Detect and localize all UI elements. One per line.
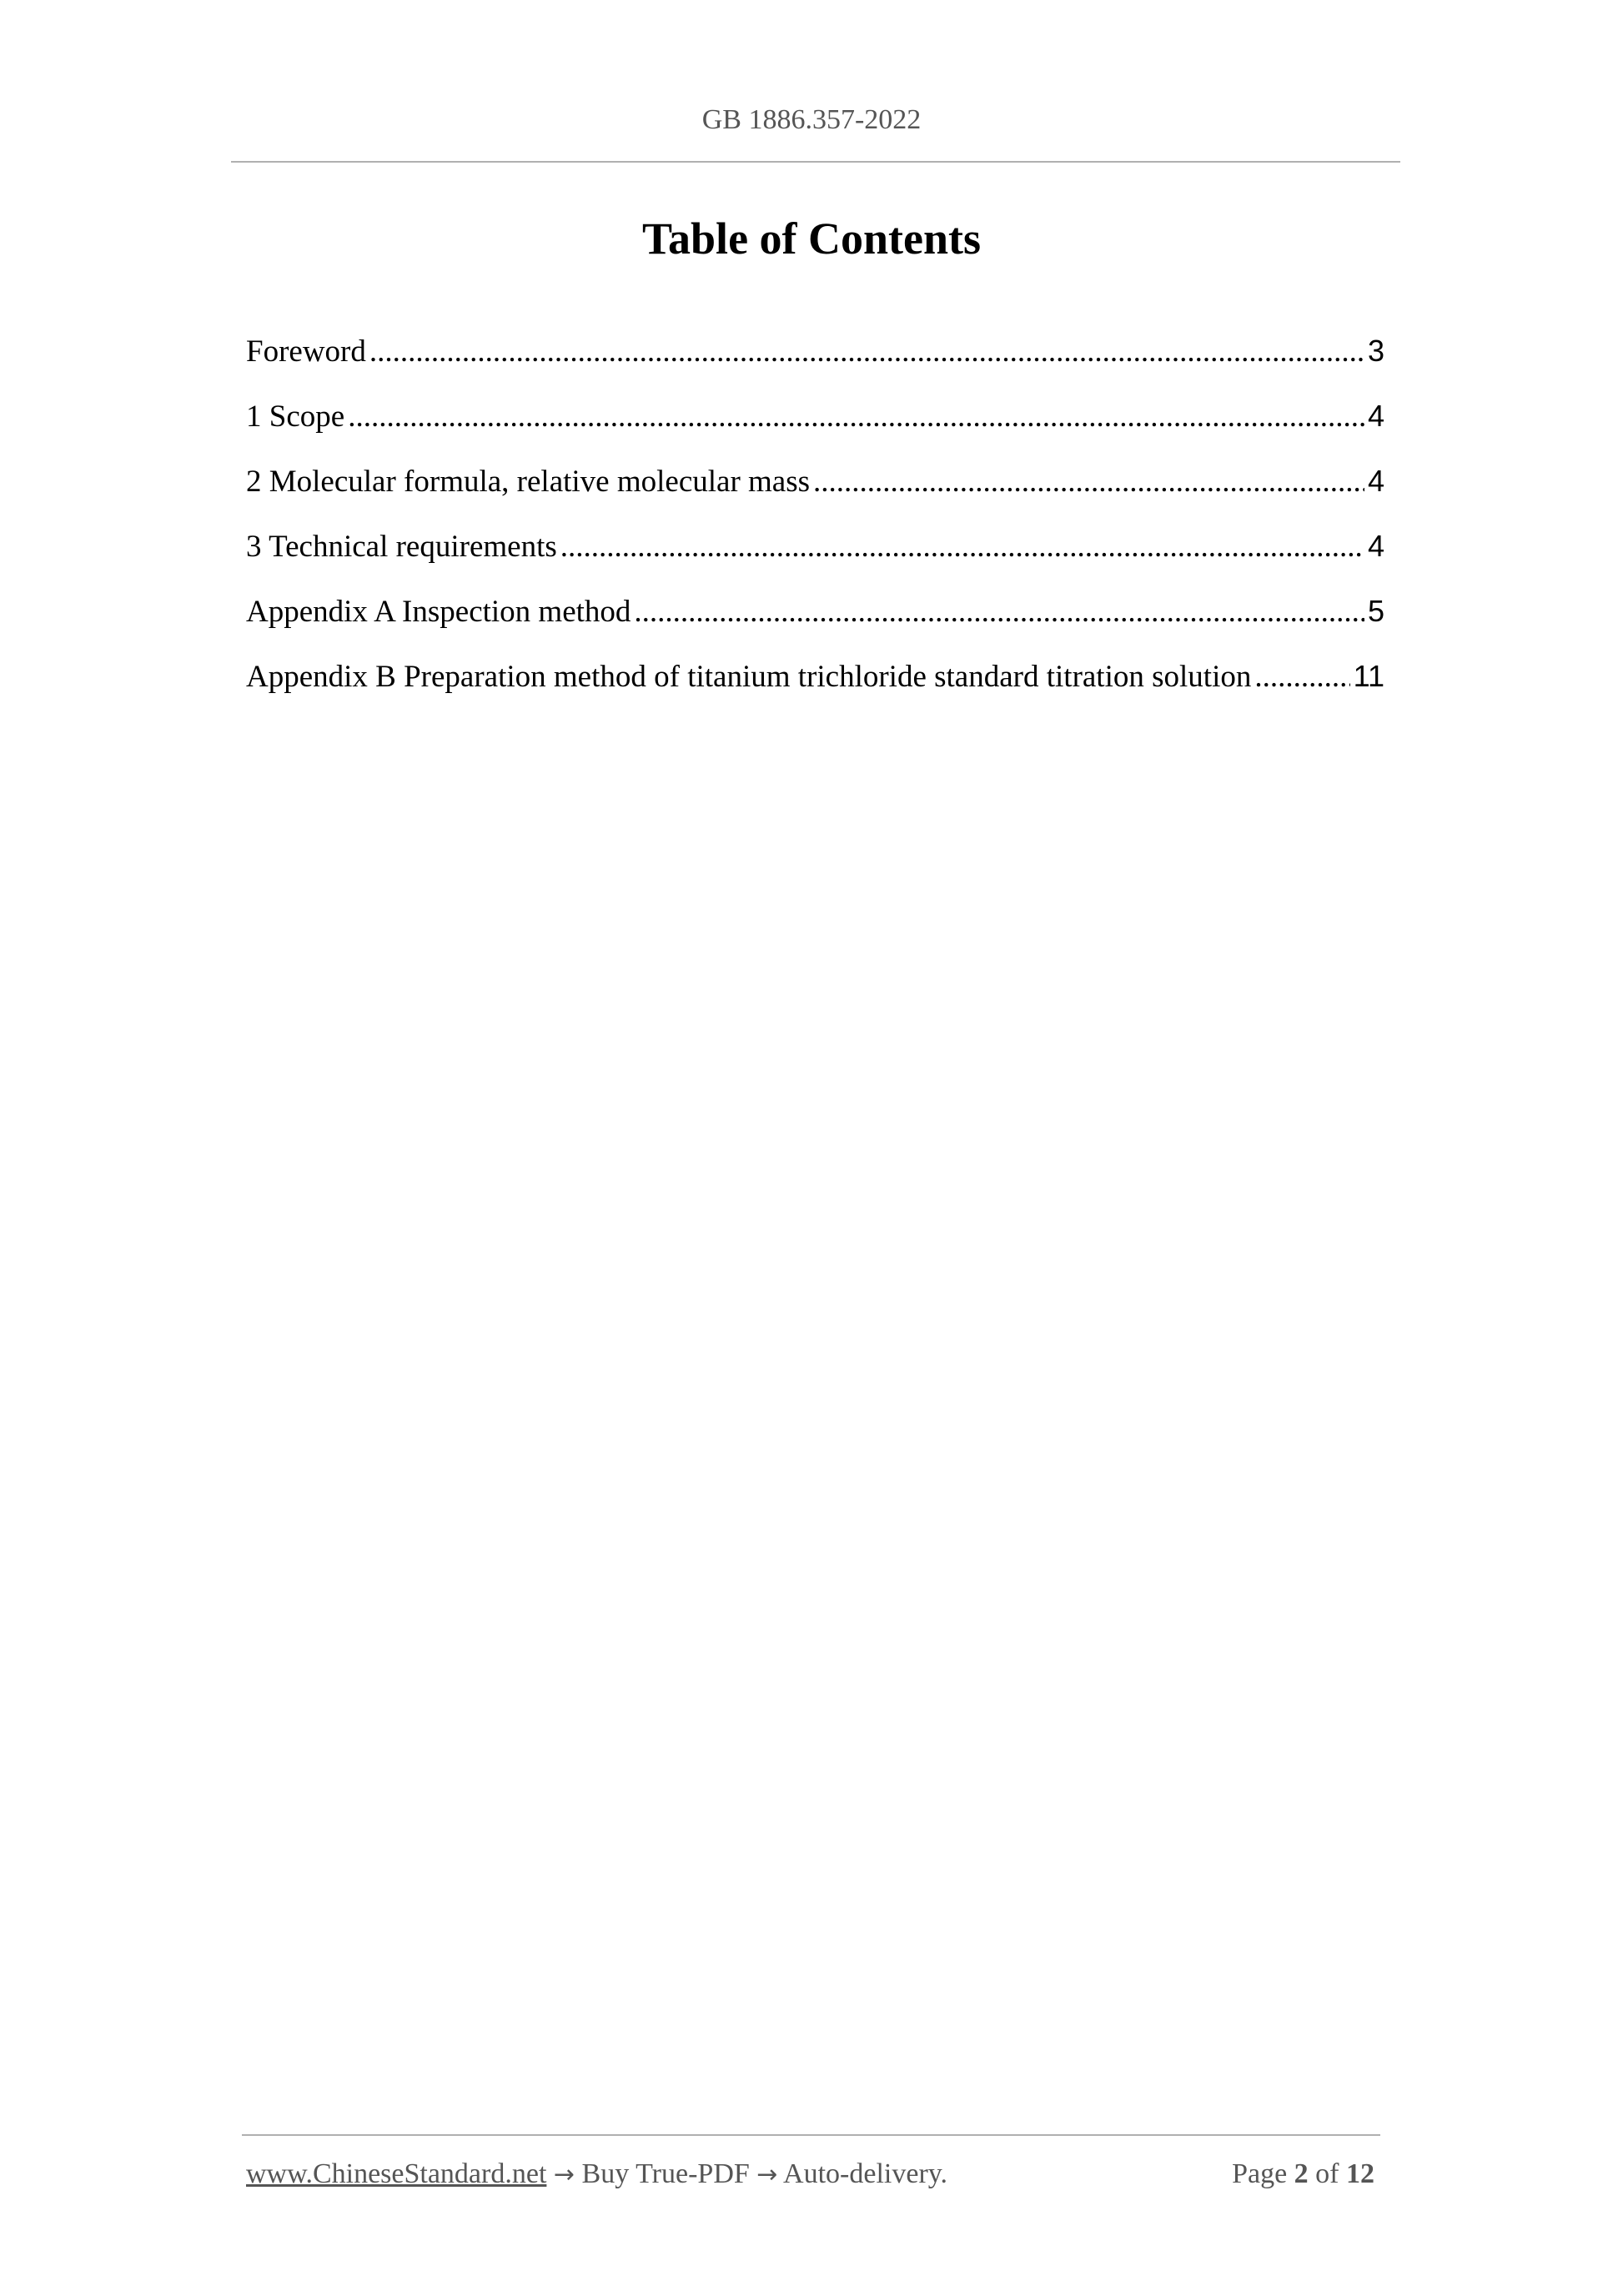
toc-entry-label: Appendix A Inspection method: [246, 595, 631, 629]
buy-text: Buy True-PDF: [581, 2158, 750, 2189]
header-divider: [231, 161, 1400, 163]
toc-entry-label: 3 Technical requirements: [246, 530, 557, 564]
toc-entry-foreword[interactable]: [246, 334, 1384, 399]
toc-entry-appendix-b[interactable]: [246, 659, 1384, 724]
toc-entry-page: 5: [1367, 594, 1384, 628]
toc-entry-page: 4: [1367, 529, 1384, 563]
toc-leader-dots: [1254, 659, 1349, 695]
toc-entry-page: 3: [1367, 334, 1384, 368]
arrow-right-icon: →: [553, 2160, 575, 2189]
toc-entry-appendix-a[interactable]: [246, 594, 1384, 659]
page-word: Page: [1232, 2158, 1288, 2189]
toc-leader-dots: [560, 529, 1364, 565]
toc-entry-label: 1 Scope: [246, 399, 345, 434]
page-title: Table of Contents: [641, 214, 982, 264]
toc-entry-technical-requirements[interactable]: [246, 529, 1384, 594]
toc-entry-label: 2 Molecular formula, relative molecular mass: [246, 465, 811, 499]
toc-entry-molecular-formula[interactable]: [246, 464, 1384, 529]
toc-entry-page: 4: [1367, 464, 1384, 498]
toc-entry-page: 11: [1353, 659, 1384, 693]
toc-leader-dots: [813, 464, 1364, 500]
delivery-text: Auto-delivery.: [783, 2158, 948, 2189]
arrow-right-icon: →: [756, 2160, 778, 2189]
total-page-number: 12: [1346, 2158, 1374, 2189]
toc-entry-page: 4: [1367, 399, 1384, 433]
current-page-number: 2: [1294, 2158, 1309, 2189]
toc-leader-dots: [369, 334, 1364, 369]
toc-list: [246, 334, 1384, 724]
toc-leader-dots: [634, 594, 1364, 630]
of-word: of: [1315, 2158, 1339, 2189]
toc-entry-scope[interactable]: [246, 399, 1384, 464]
page-indicator: [1232, 2158, 1374, 2190]
footer-divider: [242, 2134, 1380, 2136]
toc-leader-dots: [348, 399, 1364, 435]
document-header: GB 1886.357-2022: [701, 104, 922, 135]
site-link[interactable]: www.ChineseStandard.net: [246, 2158, 547, 2189]
toc-entry-label: Appendix B Preparation method of titanium trichloride standard titration solution: [246, 660, 1252, 694]
footer-promo: [246, 2158, 947, 2190]
toc-entry-label: Foreword: [246, 334, 366, 369]
